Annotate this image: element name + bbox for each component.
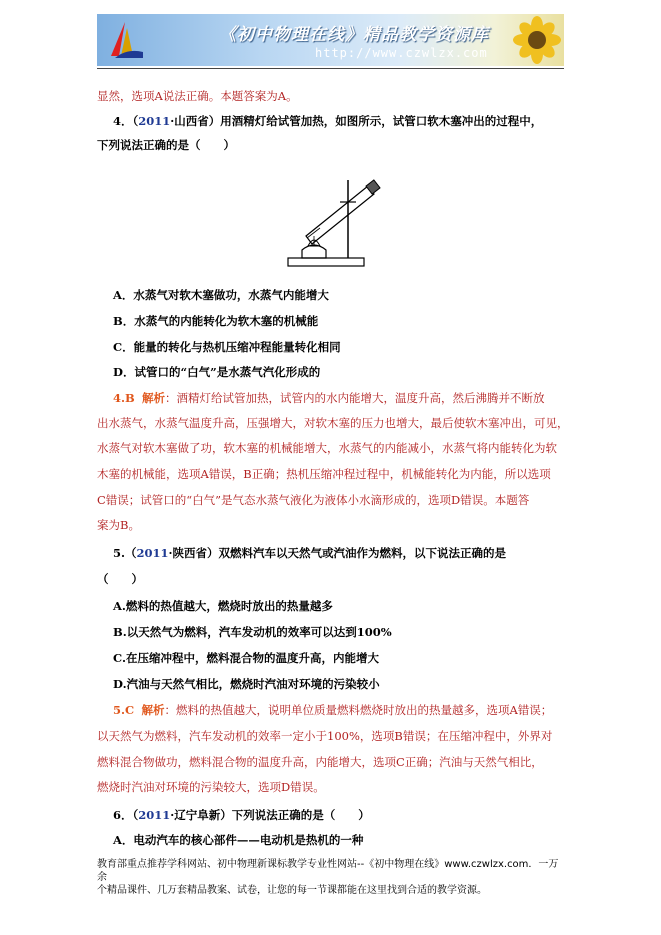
q4-option-d: D．试管口的“白气”是水蒸气汽化形成的: [113, 365, 321, 379]
q5-option-d: D.汽油与天然气相比，燃烧时汽油对环境的污染较小: [113, 677, 380, 691]
question-4-line-1: [113, 114, 542, 128]
q6-year: 2011: [138, 808, 171, 822]
answer-5-line-3: 燃料混合物做功，燃料混合物的温度升高，内能增大，选项C正确；汽油与天然气相比，: [97, 755, 543, 769]
site-url[interactable]: http://www.czwlzx.com: [315, 46, 488, 60]
answer-4-label: 解析: [142, 391, 166, 405]
answer-5-line-2: 以天然气为燃料，汽车发动机的效率一定小于100%，选项B错误；在压缩冲程中，外界对: [97, 729, 553, 743]
q5-option-b: B.以天然气为燃料，汽车发动机的效率可以达到100%: [113, 625, 392, 639]
answer-4-text: 酒精灯给试管加热，试管内的水内能增大，温度升高，然后沸腾并不断放: [176, 391, 545, 405]
q4-option-c: C．能量的转化与热机压缩冲程能量转化相同: [113, 340, 341, 354]
page-footer: [97, 858, 567, 897]
question-5-line-2: （ ）: [97, 572, 143, 586]
q4-option-b: B．水蒸气的内能转化为软木塞的机械能: [113, 314, 319, 328]
q4-year: 2011: [138, 114, 171, 128]
answer-4-line-2: 出水蒸气，水蒸气温度升高，压强增大，对软木塞的压力也增大，最后使软木塞冲出，可见，: [97, 416, 569, 430]
question-5-line-1: [113, 546, 506, 560]
answer-5-number: 5.C: [113, 703, 135, 717]
answer-4-number: 4.B: [113, 391, 135, 405]
footer-line-1: 教育部重点推荐学科网站、初中物理新课标教学专业性网站--《初中物理在线》www.czwlzx.com．一万余: [97, 859, 559, 883]
site-title: 《初中物理在线》精品教学资源库: [219, 25, 489, 45]
answer-5-label: 解析: [141, 703, 165, 717]
q5-number: 5.（: [113, 546, 137, 560]
header-banner: [97, 14, 564, 66]
q6-number: 6．（: [113, 808, 139, 822]
answer-4-line-1: 4.B 解析：酒精灯给试管加热，试管内的水内能增大，温度升高，然后沸腾并不断放: [113, 391, 545, 405]
question-4-line-2: 下列说法正确的是（ ）: [97, 138, 235, 152]
answer-4-line-6: 案为B。: [97, 518, 140, 532]
answer-4-line-3: 水蒸气对软木塞做了功，软木塞的机械能增大，水蒸气的内能减小，水蒸气将内能转化为软: [97, 441, 557, 455]
q6-source: ·辽宁阜新）下列说法正确的是（ ）: [170, 808, 370, 822]
q4-option-a: A．水蒸气对软木塞做功，水蒸气内能增大: [113, 288, 329, 302]
q4-number: 4．（: [113, 114, 139, 128]
footer-line-2: 个精品课件、几万套精品教案、试卷，让您的每一节课都能在这里找到合适的教学资源。: [97, 885, 487, 896]
question-6-line-1: [113, 808, 370, 822]
q4-source: ·山西省）用酒精灯给试管加热，如图所示，试管口软木塞冲出的过程中，: [170, 114, 543, 128]
q5-year: 2011: [136, 546, 169, 560]
q5-option-c: C.在压缩冲程中，燃料混合物的温度升高，内能增大: [113, 651, 379, 665]
sunflower-icon: [497, 14, 564, 66]
answer-4-line-5: C错误；试管口的“白气”是气态水蒸气液化为液体小水滴形成的，选项D错误。本题答: [97, 493, 530, 507]
answer-5-text: 燃料的热值越大，说明单位质量燃料燃烧时放出的热量越多，选项A错误；: [175, 703, 553, 717]
answer-5-line-4: 燃烧时汽油对环境的污染较大，选项D错误。: [97, 780, 325, 794]
q5-source: ·陕西省）双燃料汽车以天然气或汽油作为燃料，以下说法正确的是: [168, 546, 507, 560]
prev-answer-end: 显然，选项A说法正确。本题答案为A。: [97, 89, 298, 103]
q5-option-a: A.燃料的热值越大，燃烧时放出的热量越多: [113, 599, 333, 613]
answer-4-line-4: 木塞的机械能，选项A错误，B正确；热机压缩冲程过程中，机械能转化为内能，所以选项: [97, 467, 551, 481]
q6-option-a: A．电动汽车的核心部件——电动机是热机的一种: [113, 833, 364, 847]
test-tube-heating-figure: [280, 176, 390, 272]
header-rule: [97, 68, 564, 69]
logo-icon: [103, 18, 147, 62]
answer-5-line-1: 5.C 解析：燃料的热值越大，说明单位质量燃料燃烧时放出的热量越多，选项A错误；: [113, 703, 553, 717]
